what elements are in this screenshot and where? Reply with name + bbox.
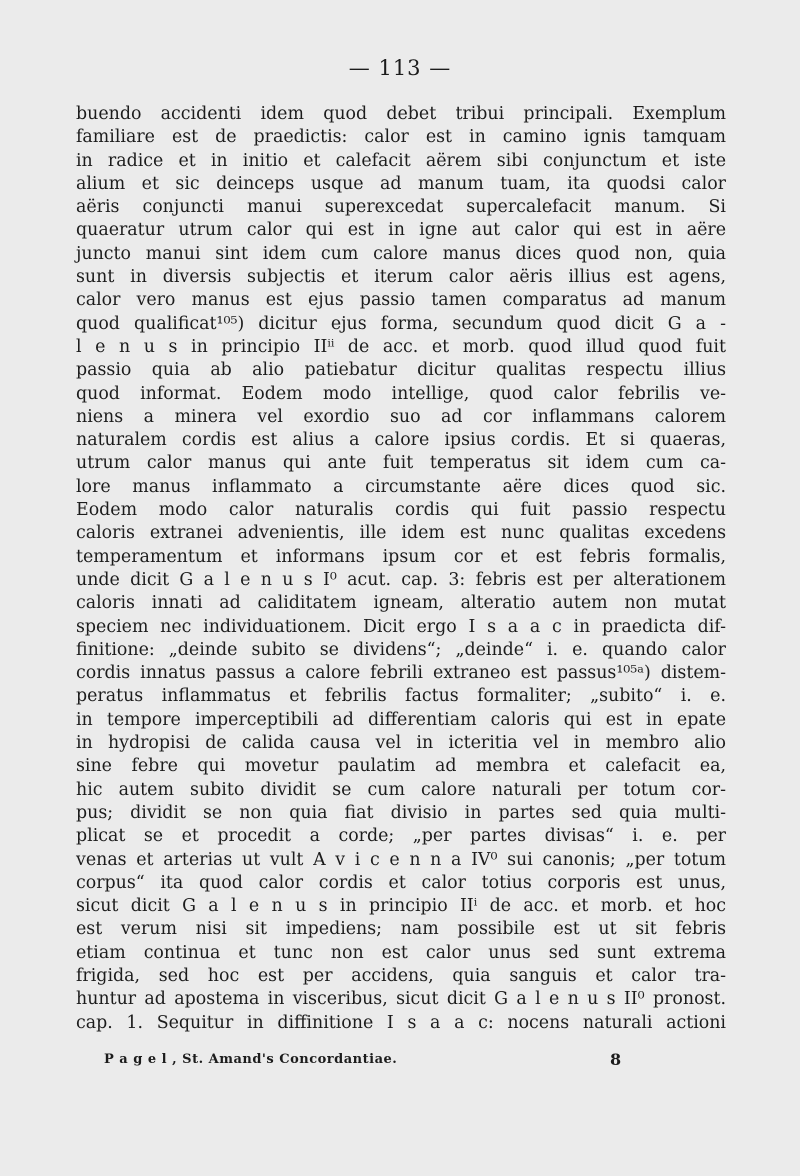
text-line: plicat se et procedit a corde; „per partes divisas“ i. e. per bbox=[76, 826, 726, 847]
text-line: etiam continua et tunc non est calor unus sed sunt extrema bbox=[76, 942, 726, 963]
text-line: niens a minera vel exordio suo ad cor inflammans calorem bbox=[76, 406, 726, 427]
text-line: alium et sic deinceps usque ad manum tuam, ita quodsi calor bbox=[76, 173, 726, 194]
text-line: cordis innatus passus a calore febrili extraneo est passus¹⁰⁵ᵃ) distem- bbox=[76, 663, 726, 684]
text-line: quod informat. Eodem modo intellige, quod calor febrilis ve- bbox=[76, 383, 726, 404]
text-line: in radice et in initio et calefacit aërem sibi conjunctum et iste bbox=[76, 150, 726, 171]
text-line: calor vero manus est ejus passio tamen comparatus ad manum bbox=[76, 290, 726, 311]
text-line: caloris extranei advenientis, ille idem est nunc qualitas excedens bbox=[76, 523, 726, 544]
text-line: speciem nec individuationem. Dicit ergo I s a a c in praedicta dif- bbox=[76, 616, 726, 637]
text-line: sicut dicit G a l e n u s in principio IIⁱ de acc. et morb. et hoc bbox=[76, 896, 726, 917]
text-line: passio quia ab alio patiebatur dicitur qualitas respectu illius bbox=[76, 360, 726, 381]
text-line: cap. 1. Sequitur in diffinitione I s a a c: nocens naturali actioni bbox=[76, 1012, 726, 1033]
sheet-number: 8 bbox=[610, 1050, 622, 1069]
text-line: l e n u s in principio IIⁱⁱ de acc. et morb. quod illud quod fuit bbox=[76, 336, 726, 357]
text-line: naturalem cordis est alius a calore ipsius cordis. Et si quaeras, bbox=[76, 430, 726, 451]
text-line: quaeratur utrum calor qui est in igne aut calor qui est in aëre bbox=[76, 220, 726, 241]
text-line: utrum calor manus qui ante fuit temperatus sit idem cum ca- bbox=[76, 453, 726, 474]
body-text bbox=[76, 103, 726, 1035]
text-line: venas et arterias ut vult A v i c e n n a IV⁰ sui canonis; „per totum bbox=[76, 849, 726, 870]
text-line: lore manus inflammato a circumstante aëre dices quod sic. bbox=[76, 476, 726, 497]
text-line: in tempore imperceptibili ad differentiam caloris qui est in epate bbox=[76, 709, 726, 730]
text-line: hic autem subito dividit se cum calore naturali per totum cor- bbox=[76, 779, 726, 800]
text-line: unde dicit G a l e n u s I⁰ acut. cap. 3: febris est per alterationem bbox=[76, 569, 726, 590]
text-line: peratus inflammatus et febrilis factus formaliter; „subito“ i. e. bbox=[76, 686, 726, 707]
text-line: caloris innati ad caliditatem igneam, alteratio autem non mutat bbox=[76, 593, 726, 614]
text-line: est verum nisi sit impediens; nam possibile est ut sit febris bbox=[76, 919, 726, 940]
text-line: frigida, sed hoc est per accidens, quia sanguis et calor tra- bbox=[76, 965, 726, 986]
text-line: finitione: „deinde subito se dividens“; „deinde“ i. e. quando calor bbox=[76, 639, 726, 660]
text-line: familiare est de praedictis: calor est in camino ignis tamquam bbox=[76, 127, 726, 148]
text-line: in hydropisi de calida causa vel in icteritia vel in membro alio bbox=[76, 733, 726, 754]
text-line: Eodem modo calor naturalis cordis qui fuit passio respectu bbox=[76, 500, 726, 521]
text-line: pus; dividit se non quia fiat divisio in partes sed quia multi- bbox=[76, 802, 726, 823]
text-line: buendo accidenti idem quod debet tribui principali. Exemplum bbox=[76, 104, 726, 124]
text-line: aëris conjuncti manui superexcedat supercalefacit manum. Si bbox=[76, 197, 726, 218]
text-line: temperamentum et informans ipsum cor et est febris formalis, bbox=[76, 546, 726, 567]
text-line: corpus“ ita quod calor cordis et calor totius corporis est unus, bbox=[76, 872, 726, 893]
text-line: juncto manui sint idem cum calore manus dices quod non, quia bbox=[76, 243, 726, 264]
text-line: sine febre qui movetur paulatim ad membra et calefacit ea, bbox=[76, 756, 726, 777]
text-line: huntur ad apostema in visceribus, sicut dicit G a l e n u s II⁰ pronost. bbox=[76, 989, 726, 1010]
footer-signature: P a g e l , St. Amand's Concordantiae. bbox=[104, 1052, 398, 1067]
text-line: quod qualificat¹⁰⁵) dicitur ejus forma, secundum quod dicit G a - bbox=[76, 313, 726, 334]
page-number: — 113 — bbox=[348, 56, 452, 80]
text-line: sunt in diversis subjectis et iterum calor aëris illius est agens, bbox=[76, 267, 726, 288]
